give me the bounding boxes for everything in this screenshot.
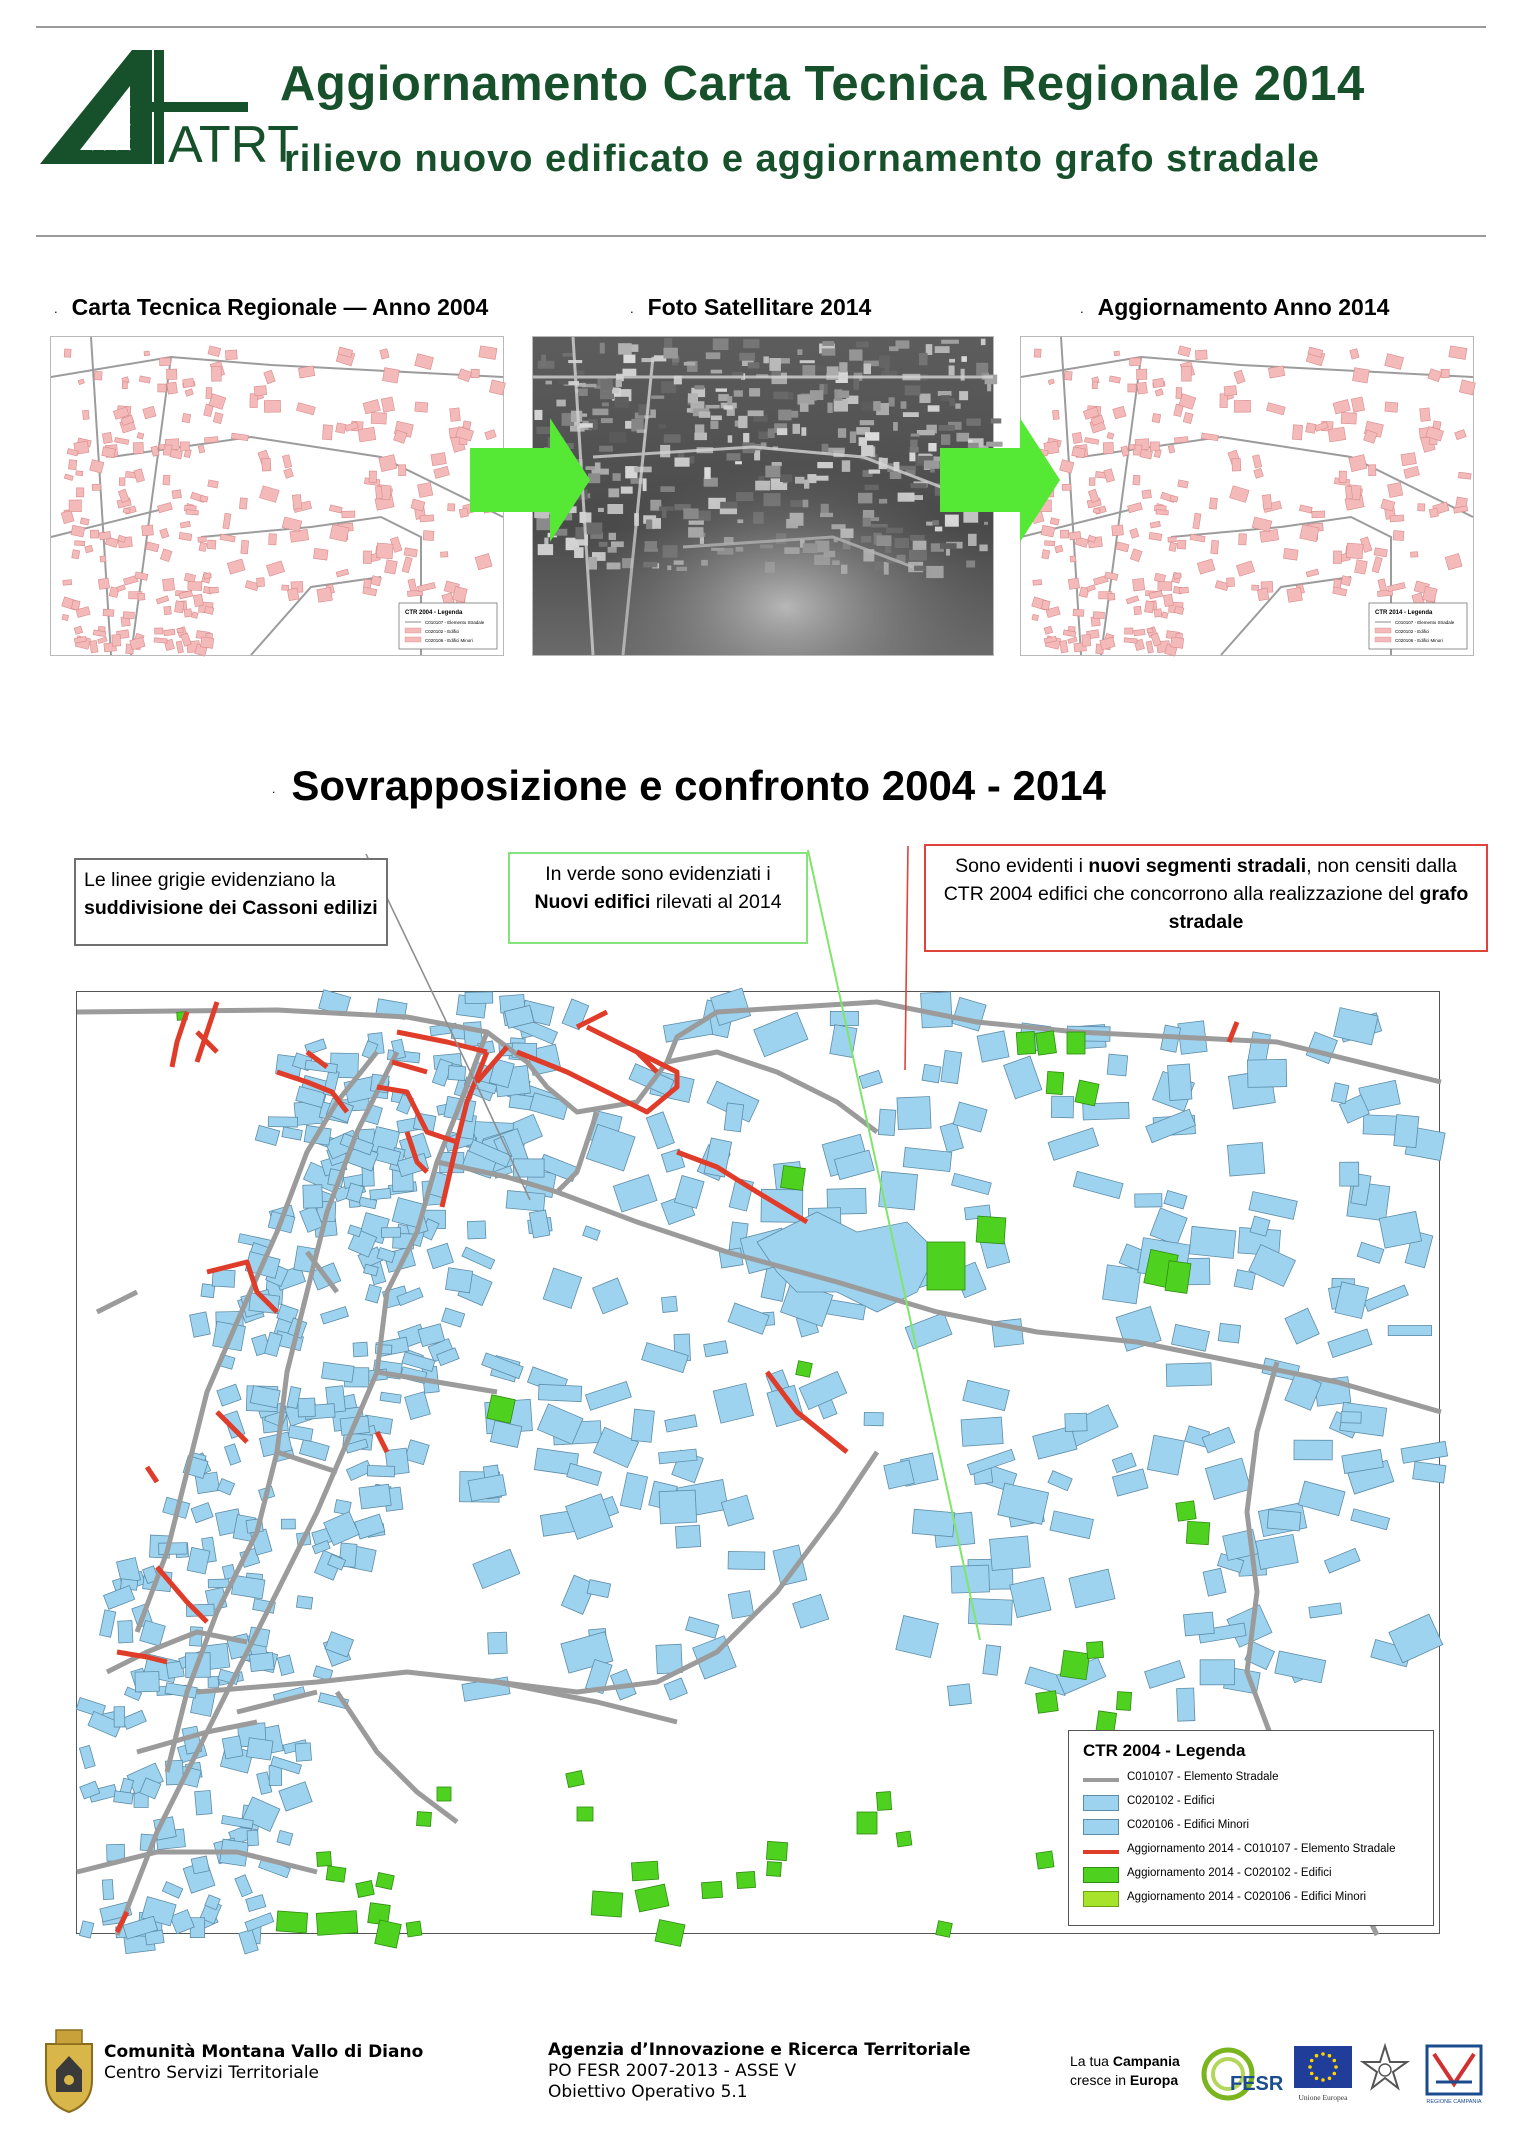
svg-text:C020106 - Edifici Minori: C020106 - Edifici Minori: [1395, 638, 1443, 643]
comunita-montana-crest: [42, 2030, 96, 2114]
callout-new-buildings: In verde sono evidenziati i Nuovi edifici rilevati al 2014: [508, 852, 808, 944]
regione-campania-logo: [1424, 2044, 1484, 2106]
page-subtitle: rilievo nuovo edificato e aggiornamento grafo stradale: [284, 138, 1320, 180]
italian-republic-emblem-icon: [1362, 2044, 1408, 2100]
callout-grey-lines: Le linee grigie evidenziano la suddivisione dei Cassoni edilizi: [74, 858, 388, 946]
map-legend: CTR 2004 - Legenda C010107 - Elemento Stradale C020102 - Edifici C020106 - Edifici Minori Aggiornamento 2014 - C010107 - Elemento Stradale Aggiornamento 2014 - C020102 - Edifici Aggiornamento 2014 - C020106 - Edifici Minori: [1068, 1730, 1434, 1926]
callout-new-road-segments: Sono evidenti i nuovi segmenti stradali, non censiti dalla CTR 2004 edifici che concorrono alla realizzazione del grafo stradale: [924, 844, 1488, 952]
svg-text:C020106 - Edifici Minori: C020106 - Edifici Minori: [425, 638, 473, 643]
logo-text: ATRT: [168, 116, 299, 174]
panel-caption-satellite: . Foto Satellitare 2014: [630, 294, 872, 320]
panel-caption-2014: . Aggiornamento Anno 2014: [1080, 294, 1390, 320]
eu-star: [1310, 2059, 1314, 2063]
eu-star: [1334, 2065, 1338, 2069]
footer-left: Comunità Montana Vallo di Diano Centro Servizi Territoriale: [104, 2042, 424, 2083]
svg-text:C010107 - Elemento Stradale: C010107 - Elemento Stradale: [425, 620, 485, 625]
fesr-text: FESR: [1230, 2073, 1284, 2095]
campania-europa-slogan: La tua Campania cresce in Europa: [1070, 2053, 1180, 2088]
svg-text:C010107 - Elemento Stradale: C010107 - Elemento Stradale: [1395, 620, 1455, 625]
svg-text:C020102 - Edifici: C020102 - Edifici: [425, 629, 460, 634]
fesr-logo: [1200, 2046, 1286, 2102]
eu-star: [1328, 2077, 1332, 2081]
svg-text:C020102 - Edifici: C020102 - Edifici: [1395, 629, 1430, 634]
eu-star: [1315, 2077, 1319, 2081]
eu-star: [1321, 2078, 1325, 2082]
eu-flag-icon: [1294, 2046, 1352, 2106]
eu-label: Unione Europea: [1298, 2093, 1348, 2102]
thumb3-legend-title: CTR 2014 - Legenda: [1375, 610, 1433, 616]
footer-center: Agenzia d’Innovazione e Ricerca Territoriale PO FESR 2007-2013 - ASSE V Obiettivo Operativo 5.1: [548, 2040, 971, 2102]
regione-label: REGIONE CAMPANIA: [1426, 2099, 1482, 2105]
eu-star: [1315, 2054, 1319, 2058]
eu-star: [1321, 2052, 1325, 2056]
eu-star: [1333, 2059, 1337, 2063]
eu-star: [1333, 2072, 1337, 2076]
map-legend-title: CTR 2004 - Legenda: [1083, 1741, 1246, 1760]
eu-star: [1310, 2072, 1314, 2076]
section-title: . Sovrapposizione e confronto 2004 - 2014: [272, 762, 1106, 809]
panel-caption-2004: . Carta Tecnica Regionale — Anno 2004: [54, 294, 489, 320]
eu-star: [1308, 2065, 1312, 2069]
thumb1-legend-title: CTR 2004 - Legenda: [405, 610, 463, 616]
page-title: Aggiornamento Carta Tecnica Regionale 2014: [280, 57, 1365, 111]
eu-star: [1328, 2054, 1332, 2058]
